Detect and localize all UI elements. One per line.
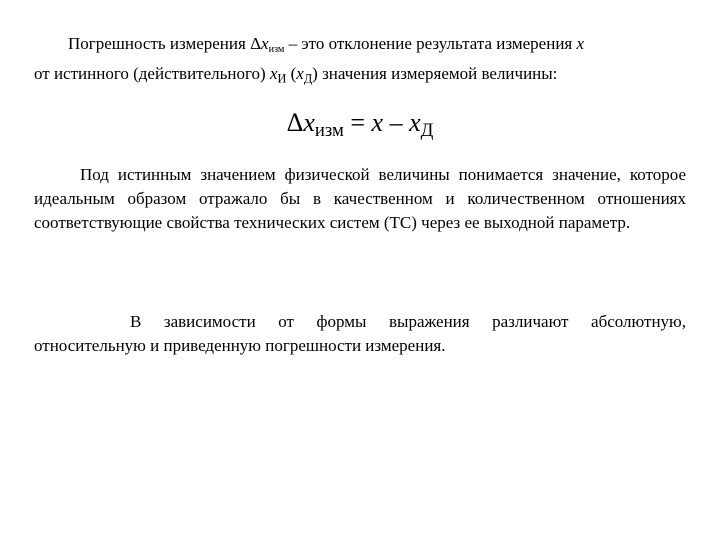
paragraph-text: В зависимости от формы выражения различают абсолютную, относительную и приведенную погрешности измерения. (34, 312, 686, 355)
var-x: x (303, 108, 315, 137)
delta-symbol: Δ (286, 108, 304, 137)
delta-symbol: Δ (250, 34, 262, 53)
var-x: x (371, 108, 384, 137)
text-span: Погрешность измерения (68, 34, 251, 53)
text-span: от истинного (действительного) (34, 64, 270, 84)
error-formula (0, 106, 720, 148)
text-span: – это отклонение результата измерения (284, 34, 577, 53)
subscript-izm: изм (268, 44, 285, 56)
true-value-paragraph (34, 163, 686, 235)
var-x: x (261, 34, 269, 53)
text-span: ( (286, 64, 297, 84)
subscript-d: Д (420, 120, 434, 142)
subscript-i: И (277, 71, 287, 86)
var-x: x (296, 64, 304, 84)
paragraph-text: Под истинным значением физической величины понимается значение, которое идеальным образом отражало бы в качественном и количественном отношениях соответствующие свойства технических систем (ТС) через ее выходной параметр. (34, 165, 686, 232)
definition-paragraph (34, 32, 686, 90)
equals-sign: = (343, 108, 372, 137)
subscript-d: Д (303, 71, 313, 86)
subscript-izm: изм (314, 120, 344, 142)
minus-sign: – (383, 108, 410, 137)
var-x: x (269, 64, 278, 84)
classification-paragraph (34, 310, 686, 358)
text-span: ) значения измеряемой величины: (312, 64, 558, 84)
var-x: x (409, 108, 421, 137)
var-x: x (576, 34, 585, 53)
